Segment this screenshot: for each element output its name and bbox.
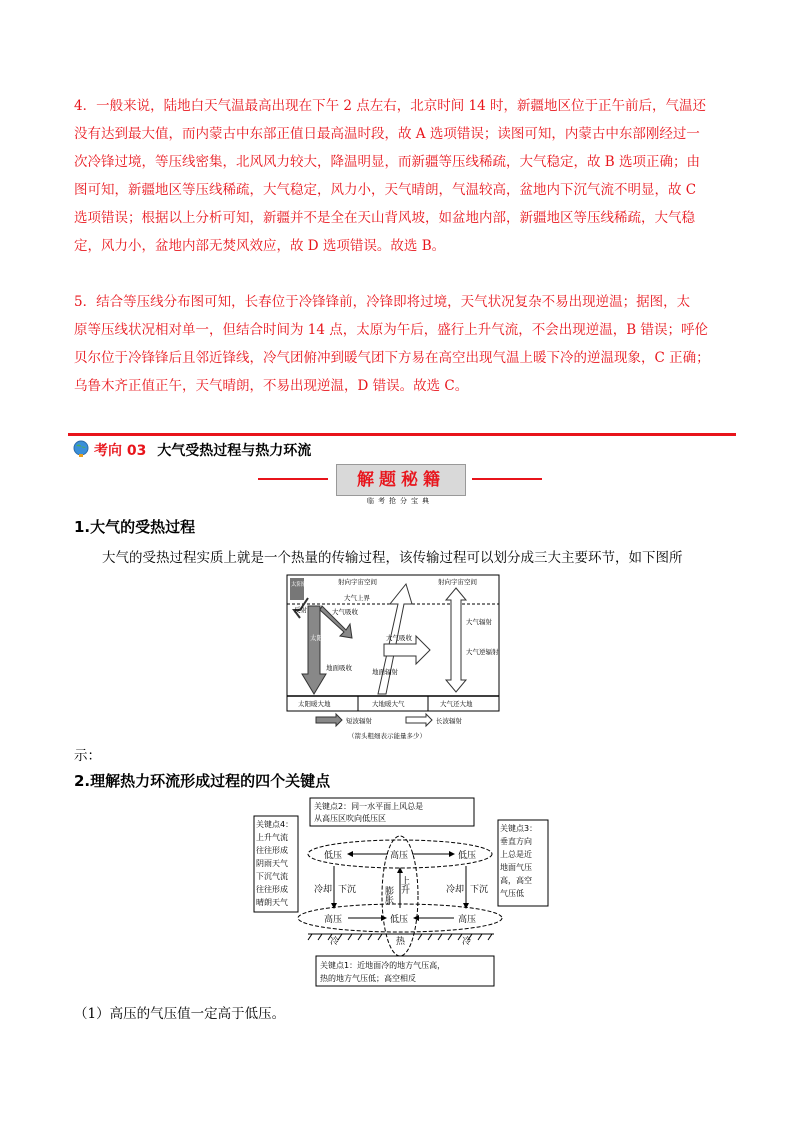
cool-right: 冷却 — [446, 885, 465, 895]
ground-cold-left: 冷 — [330, 937, 340, 947]
short-wave-legend-icon — [316, 714, 342, 726]
intro-paragraph-end: 示： — [74, 748, 101, 764]
intro-paragraph: 大气的受热过程实质上就是一个热量的传输过程，该传输过程可以划分成三大主要环节，如下图所 — [102, 550, 683, 566]
ground-cold-right: 冷 — [462, 937, 472, 947]
answer-line: 5．结合等压线分布图可知，长春位于冷锋锋前，冷锋即将过境，天气状况复杂不易出现逆温；据图，太 — [74, 294, 691, 310]
atm-absorb-label: 大气吸收 — [386, 634, 412, 642]
banner-line-right — [472, 478, 542, 480]
col1-label: 太阳暖大地 — [298, 700, 331, 708]
upper-high: 高压 — [390, 851, 409, 861]
space-label-2: 射向宇宙空间 — [438, 578, 477, 586]
answer-line: 没有达到最大值，而内蒙古中东部正值日最高温时段，故 A 选项错误；读图可知，内蒙古中东部刚经过一 — [74, 126, 700, 142]
sink-right: 下沉 — [470, 885, 489, 895]
answer-5 — [74, 288, 730, 400]
answer-line: 次冷锋过境，等压线密集，北风风力较大，降温明显，而新疆等压线稀疏，大气稳定，故 B 选项正确；由 — [74, 154, 701, 170]
space-label-1: 射向宇宙空间 — [338, 578, 377, 586]
key-point-4-line: 下沉气流 — [256, 872, 288, 881]
rise-label: 上升 — [399, 876, 409, 894]
sink-left: 下沉 — [338, 885, 357, 895]
heating-process-diagram — [286, 574, 500, 746]
key-point-4-line: 上升气流 — [256, 833, 288, 842]
atm-rad-label: 大气辐射 — [466, 618, 492, 626]
upper-low-right: 低压 — [458, 851, 477, 861]
answer-line: 乌鲁木齐正值正午，天气晴朗，不易出现逆温，D 错误。故选 C。 — [74, 378, 469, 394]
short-wave-label: 短波辐射 — [346, 717, 372, 725]
thermal-circulation-diagram — [252, 796, 552, 992]
diagram-note: （箭头粗细表示能量多少） — [348, 732, 426, 740]
col3-label: 大气还大地 — [440, 700, 473, 708]
answer-line: 原等压线状况相对单一，但结合时间为 14 点，太原为午后，盛行上升气流，不会出现逆温，B 错误；呼伦 — [74, 322, 708, 338]
back-rad-label: 大气逆辐射 — [466, 648, 499, 656]
lower-high-left: 高压 — [324, 915, 343, 925]
absorb-label: 大气吸收 — [332, 608, 358, 616]
key-point-4-line: 往往形成 — [256, 885, 288, 894]
key-point-2-line: 关键点2：同一水平面上风总是 — [314, 802, 424, 811]
ground-hot: 热 — [396, 937, 406, 947]
item-1: （1）高压的气压值一定高于低压。 — [74, 1006, 286, 1022]
solar-label: 太阳辐射 — [310, 634, 336, 642]
lower-high-right: 高压 — [458, 915, 477, 925]
reflect-label: 反射 — [294, 606, 307, 614]
heading-heating-process: 1.大气的受热过程 — [74, 518, 196, 536]
answer-line: 选项错误；根据以上分析可知，新疆并不是全在天山背风坡，如盆地内部，新疆地区等压线稀疏，大气稳 — [74, 210, 695, 226]
atmosphere-top-label: 大气上界 — [344, 594, 370, 602]
answer-line: 定，风力小，盆地内部无焚风效应，故 D 选项错误。故选 B。 — [74, 238, 446, 254]
cool-left: 冷却 — [314, 885, 333, 895]
answer-4 — [74, 92, 730, 260]
key-point-4-line: 晴朗天气 — [256, 898, 288, 907]
key-point-4-line: 关键点4： — [256, 820, 294, 829]
key-point-3-line: 垂直方向 — [500, 837, 532, 846]
long-wave-legend-icon — [406, 714, 432, 726]
banner-subtitle: 临考抢分宝典 — [367, 497, 433, 505]
tips-banner — [258, 464, 542, 510]
key-point-4-line: 阴雨天气 — [256, 859, 288, 868]
upper-low-left: 低压 — [324, 851, 343, 861]
col2-label: 大地暖大气 — [372, 700, 405, 708]
section-number: 考向 03 — [94, 443, 147, 459]
key-point-3-line: 上总是近 — [500, 850, 532, 859]
answer-line: 4．一般来说，陆地白天气温最高出现在下午 2 点左右，北京时间 14 时，新疆地区位于正午前后，气温还 — [74, 98, 707, 114]
lower-low: 低压 — [390, 915, 409, 925]
ground-rad-label: 地面辐射 — [372, 668, 398, 676]
key-point-2-line: 从高压区吹向低压区 — [314, 814, 386, 823]
key-point-3-line: 气压低 — [500, 889, 524, 898]
section-divider — [68, 433, 736, 436]
banner-title: 解题秘籍 — [336, 464, 466, 496]
ground-absorb-label: 地面吸收 — [326, 664, 352, 672]
key-point-1-line: 关键点1：近地面冷的地方气压高， — [320, 961, 446, 970]
answer-line: 贝尔位于冷锋锋后且邻近锋线，冷气团俯冲到暖气团下方易在高空出现气温上暖下冷的逆温现象，C 正确； — [74, 350, 710, 366]
key-point-3-line: 高，高空 — [500, 876, 532, 885]
key-point-3-line: 关键点3： — [500, 824, 538, 833]
expand-label: 膨胀 — [383, 886, 393, 904]
heading-circulation: 2.理解热力环流形成过程的四个关键点 — [74, 772, 331, 790]
key-point-4-line: 往往形成 — [256, 846, 288, 855]
key-point-1-line: 热的地方气压低；高空相反 — [320, 974, 416, 983]
banner-line-left — [258, 478, 328, 480]
section-title — [78, 440, 311, 460]
long-wave-label: 长波辐射 — [436, 717, 462, 725]
sun-label: 太阳辐射 — [291, 582, 314, 588]
key-point-3-line: 地面气压 — [500, 863, 532, 872]
answer-line: 图可知，新疆地区等压线稀疏，大气稳定，风力小，天气晴朗，气温较高，盆地内下沉气流不明显，故 C — [74, 182, 697, 198]
section-name: 大气受热过程与热力环流 — [157, 443, 312, 459]
